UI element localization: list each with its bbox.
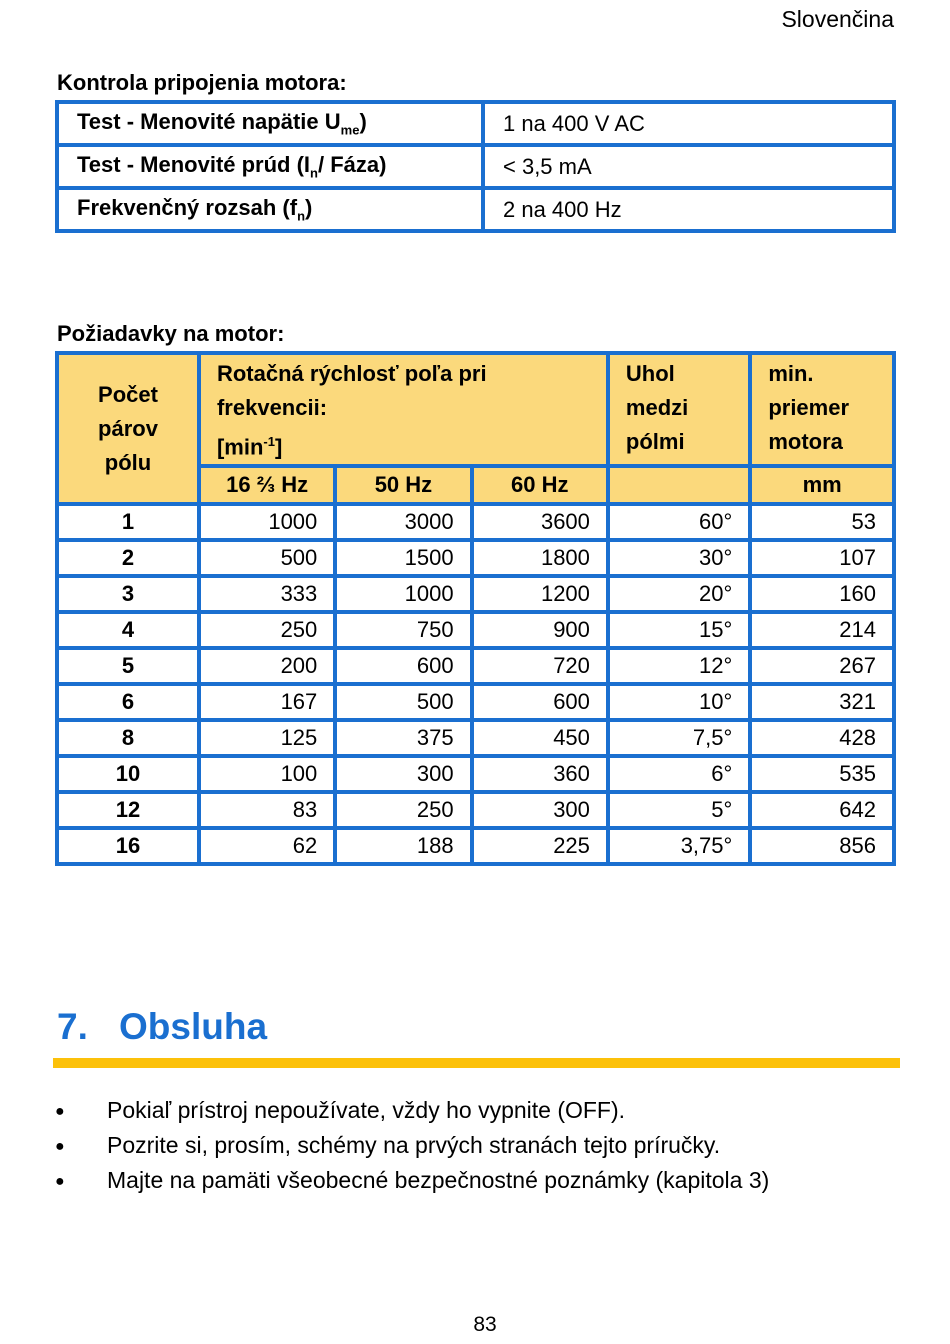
- page-number: 83: [473, 1313, 497, 1336]
- speed-60-cell: 1200: [472, 576, 608, 612]
- parameter-label: [57, 145, 483, 188]
- parameter-label-text: Test - Menovité prúd (I: [77, 152, 311, 178]
- speed-60-cell: 450: [472, 720, 608, 756]
- speed-16-cell: 125: [199, 720, 335, 756]
- speed-16-cell: 100: [199, 756, 335, 792]
- motor-diameter-header-line: min.: [768, 361, 814, 386]
- speed-16-cell: 500: [199, 540, 335, 576]
- language-label: Slovenčina: [781, 6, 894, 32]
- parameter-label-subscript: me: [340, 122, 360, 138]
- parameter-value: 2 na 400 Hz: [483, 188, 894, 231]
- chapter-title: Obsluha: [119, 1006, 268, 1047]
- table-row: [57, 540, 894, 576]
- table-row: [57, 828, 894, 864]
- table-row: [57, 720, 894, 756]
- pole-pairs-cell: 10: [57, 756, 199, 792]
- list-item-text: Pozrite si, prosím, schémy na prvých stranách tejto príručky.: [107, 1132, 721, 1158]
- list-item: [55, 1128, 769, 1163]
- pole-pairs-cell: 3: [57, 576, 199, 612]
- connection-table: [55, 100, 896, 233]
- pole-angle-cell: 20°: [608, 576, 750, 612]
- parameter-label-subscript: n: [310, 165, 318, 181]
- freq-50-header: 50 Hz: [335, 466, 471, 504]
- rotation-speed-header-line: Rotačná rýchlosť poľa pri: [216, 361, 487, 386]
- motor-diameter-cell: 107: [750, 540, 894, 576]
- table-row: [57, 188, 894, 231]
- speed-50-cell: 1000: [335, 576, 471, 612]
- motor-diameter-cell: 642: [750, 792, 894, 828]
- parameter-label: [57, 102, 483, 145]
- freq-60-header: 60 Hz: [472, 466, 608, 504]
- speed-50-cell: 188: [335, 828, 471, 864]
- list-item-text: Pokiaľ prístroj nepoužívate, vždy ho vypnite (OFF).: [107, 1097, 626, 1123]
- motor-diameter-header-line: motora: [768, 429, 843, 454]
- motor-diameter-cell: 856: [750, 828, 894, 864]
- speed-50-cell: 375: [335, 720, 471, 756]
- pole-angle-cell: 7,5°: [608, 720, 750, 756]
- pole-angle-cell: 3,75°: [608, 828, 750, 864]
- speed-16-cell: 167: [199, 684, 335, 720]
- pole-pairs-cell: 2: [57, 540, 199, 576]
- pole-pairs-cell: 6: [57, 684, 199, 720]
- list-item: [55, 1163, 769, 1198]
- speed-60-cell: 360: [472, 756, 608, 792]
- pole-angle-header-line: medzi: [625, 395, 689, 420]
- pole-angle-cell: 10°: [608, 684, 750, 720]
- table-row: [57, 145, 894, 188]
- parameter-label-text: Frekvenčný rozsah (f: [77, 195, 298, 221]
- speed-60-cell: 720: [472, 648, 608, 684]
- rotation-speed-header-line: frekvencii:: [216, 395, 328, 420]
- speed-50-cell: 1500: [335, 540, 471, 576]
- pole-pairs-header-line: párov: [98, 415, 158, 441]
- speed-unit-close: ]: [274, 434, 283, 460]
- speed-16-cell: 1000: [199, 504, 335, 540]
- speed-50-cell: 300: [335, 756, 471, 792]
- parameter-label-suffix: ): [359, 109, 367, 135]
- diameter-unit-header: mm: [750, 466, 894, 504]
- freq-16-header: 16 ⅔ Hz: [199, 466, 335, 504]
- pole-angle-cell: 12°: [608, 648, 750, 684]
- pole-pairs-cell: 16: [57, 828, 199, 864]
- motor-diameter-cell: 160: [750, 576, 894, 612]
- rotation-speed-header: [199, 353, 608, 466]
- table-header-row: [57, 353, 894, 466]
- chapter-number: 7.: [57, 1006, 88, 1047]
- parameter-value: 1 na 400 V AC: [483, 102, 894, 145]
- speed-50-cell: 250: [335, 792, 471, 828]
- motor-diameter-cell: 428: [750, 720, 894, 756]
- pole-angle-cell: 15°: [608, 612, 750, 648]
- pole-pairs-cell: 1: [57, 504, 199, 540]
- pole-angle-header-line: Uhol: [625, 361, 675, 386]
- speed-16-cell: 62: [199, 828, 335, 864]
- motor-diameter-cell: 267: [750, 648, 894, 684]
- speed-60-cell: 600: [472, 684, 608, 720]
- motor-diameter-cell: 321: [750, 684, 894, 720]
- motor-diameter-cell: 535: [750, 756, 894, 792]
- pole-pairs-header-line: pólu: [104, 449, 152, 475]
- table-row: [57, 792, 894, 828]
- motor-requirements-table: [55, 351, 896, 866]
- pole-pairs-cell: 4: [57, 612, 199, 648]
- pole-pairs-cell: 12: [57, 792, 199, 828]
- chapter-divider: [53, 1058, 900, 1068]
- speed-16-cell: 250: [199, 612, 335, 648]
- pole-pairs-cell: 5: [57, 648, 199, 684]
- speed-50-cell: 750: [335, 612, 471, 648]
- speed-16-cell: 83: [199, 792, 335, 828]
- table-row: [57, 612, 894, 648]
- table-row: [57, 684, 894, 720]
- pole-angle-header-line: pólmi: [625, 429, 685, 454]
- bullet-icon: ●: [55, 1103, 65, 1120]
- pole-angle-header: [608, 353, 750, 466]
- parameter-label-text: Test - Menovité napätie U: [77, 109, 341, 135]
- speed-50-cell: 500: [335, 684, 471, 720]
- table-row: [57, 756, 894, 792]
- requirements-section-title: Požiadavky na motor:: [57, 321, 285, 346]
- connection-section-title: Kontrola pripojenia motora:: [57, 70, 347, 95]
- parameter-label: [57, 188, 483, 231]
- table-row: [57, 648, 894, 684]
- table-row: [57, 504, 894, 540]
- parameter-label-subscript: n: [297, 208, 306, 224]
- speed-60-cell: 300: [472, 792, 608, 828]
- parameter-label-suffix: / Fáza): [318, 152, 387, 178]
- angle-unit-header: [608, 466, 750, 504]
- motor-diameter-header-line: priemer: [768, 395, 850, 420]
- speed-60-cell: 3600: [472, 504, 608, 540]
- pole-angle-cell: 6°: [608, 756, 750, 792]
- chapter-heading: [57, 1006, 267, 1048]
- pole-angle-cell: 60°: [608, 504, 750, 540]
- parameter-value: < 3,5 mA: [483, 145, 894, 188]
- table-row: [57, 102, 894, 145]
- speed-60-cell: 1800: [472, 540, 608, 576]
- speed-16-cell: 200: [199, 648, 335, 684]
- pole-angle-cell: 30°: [608, 540, 750, 576]
- parameter-label-suffix: ): [305, 195, 313, 221]
- speed-60-cell: 225: [472, 828, 608, 864]
- instruction-list: [55, 1093, 769, 1198]
- list-item: [55, 1093, 769, 1128]
- pole-angle-cell: 5°: [608, 792, 750, 828]
- pole-pairs-header-line: Počet: [98, 381, 158, 407]
- pole-pairs-header: [57, 353, 199, 504]
- speed-16-cell: 333: [199, 576, 335, 612]
- speed-50-cell: 600: [335, 648, 471, 684]
- bullet-icon: ●: [55, 1173, 65, 1190]
- pole-pairs-cell: 8: [57, 720, 199, 756]
- motor-diameter-cell: 53: [750, 504, 894, 540]
- motor-diameter-header: [750, 353, 894, 466]
- speed-50-cell: 3000: [335, 504, 471, 540]
- speed-unit-label: [min: [216, 434, 264, 460]
- motor-diameter-cell: 214: [750, 612, 894, 648]
- table-row: [57, 576, 894, 612]
- list-item-text: Majte na pamäti všeobecné bezpečnostné poznámky (kapitola 3): [107, 1167, 770, 1193]
- speed-unit-exponent: -1: [263, 434, 275, 449]
- bullet-icon: ●: [55, 1138, 65, 1155]
- speed-60-cell: 900: [472, 612, 608, 648]
